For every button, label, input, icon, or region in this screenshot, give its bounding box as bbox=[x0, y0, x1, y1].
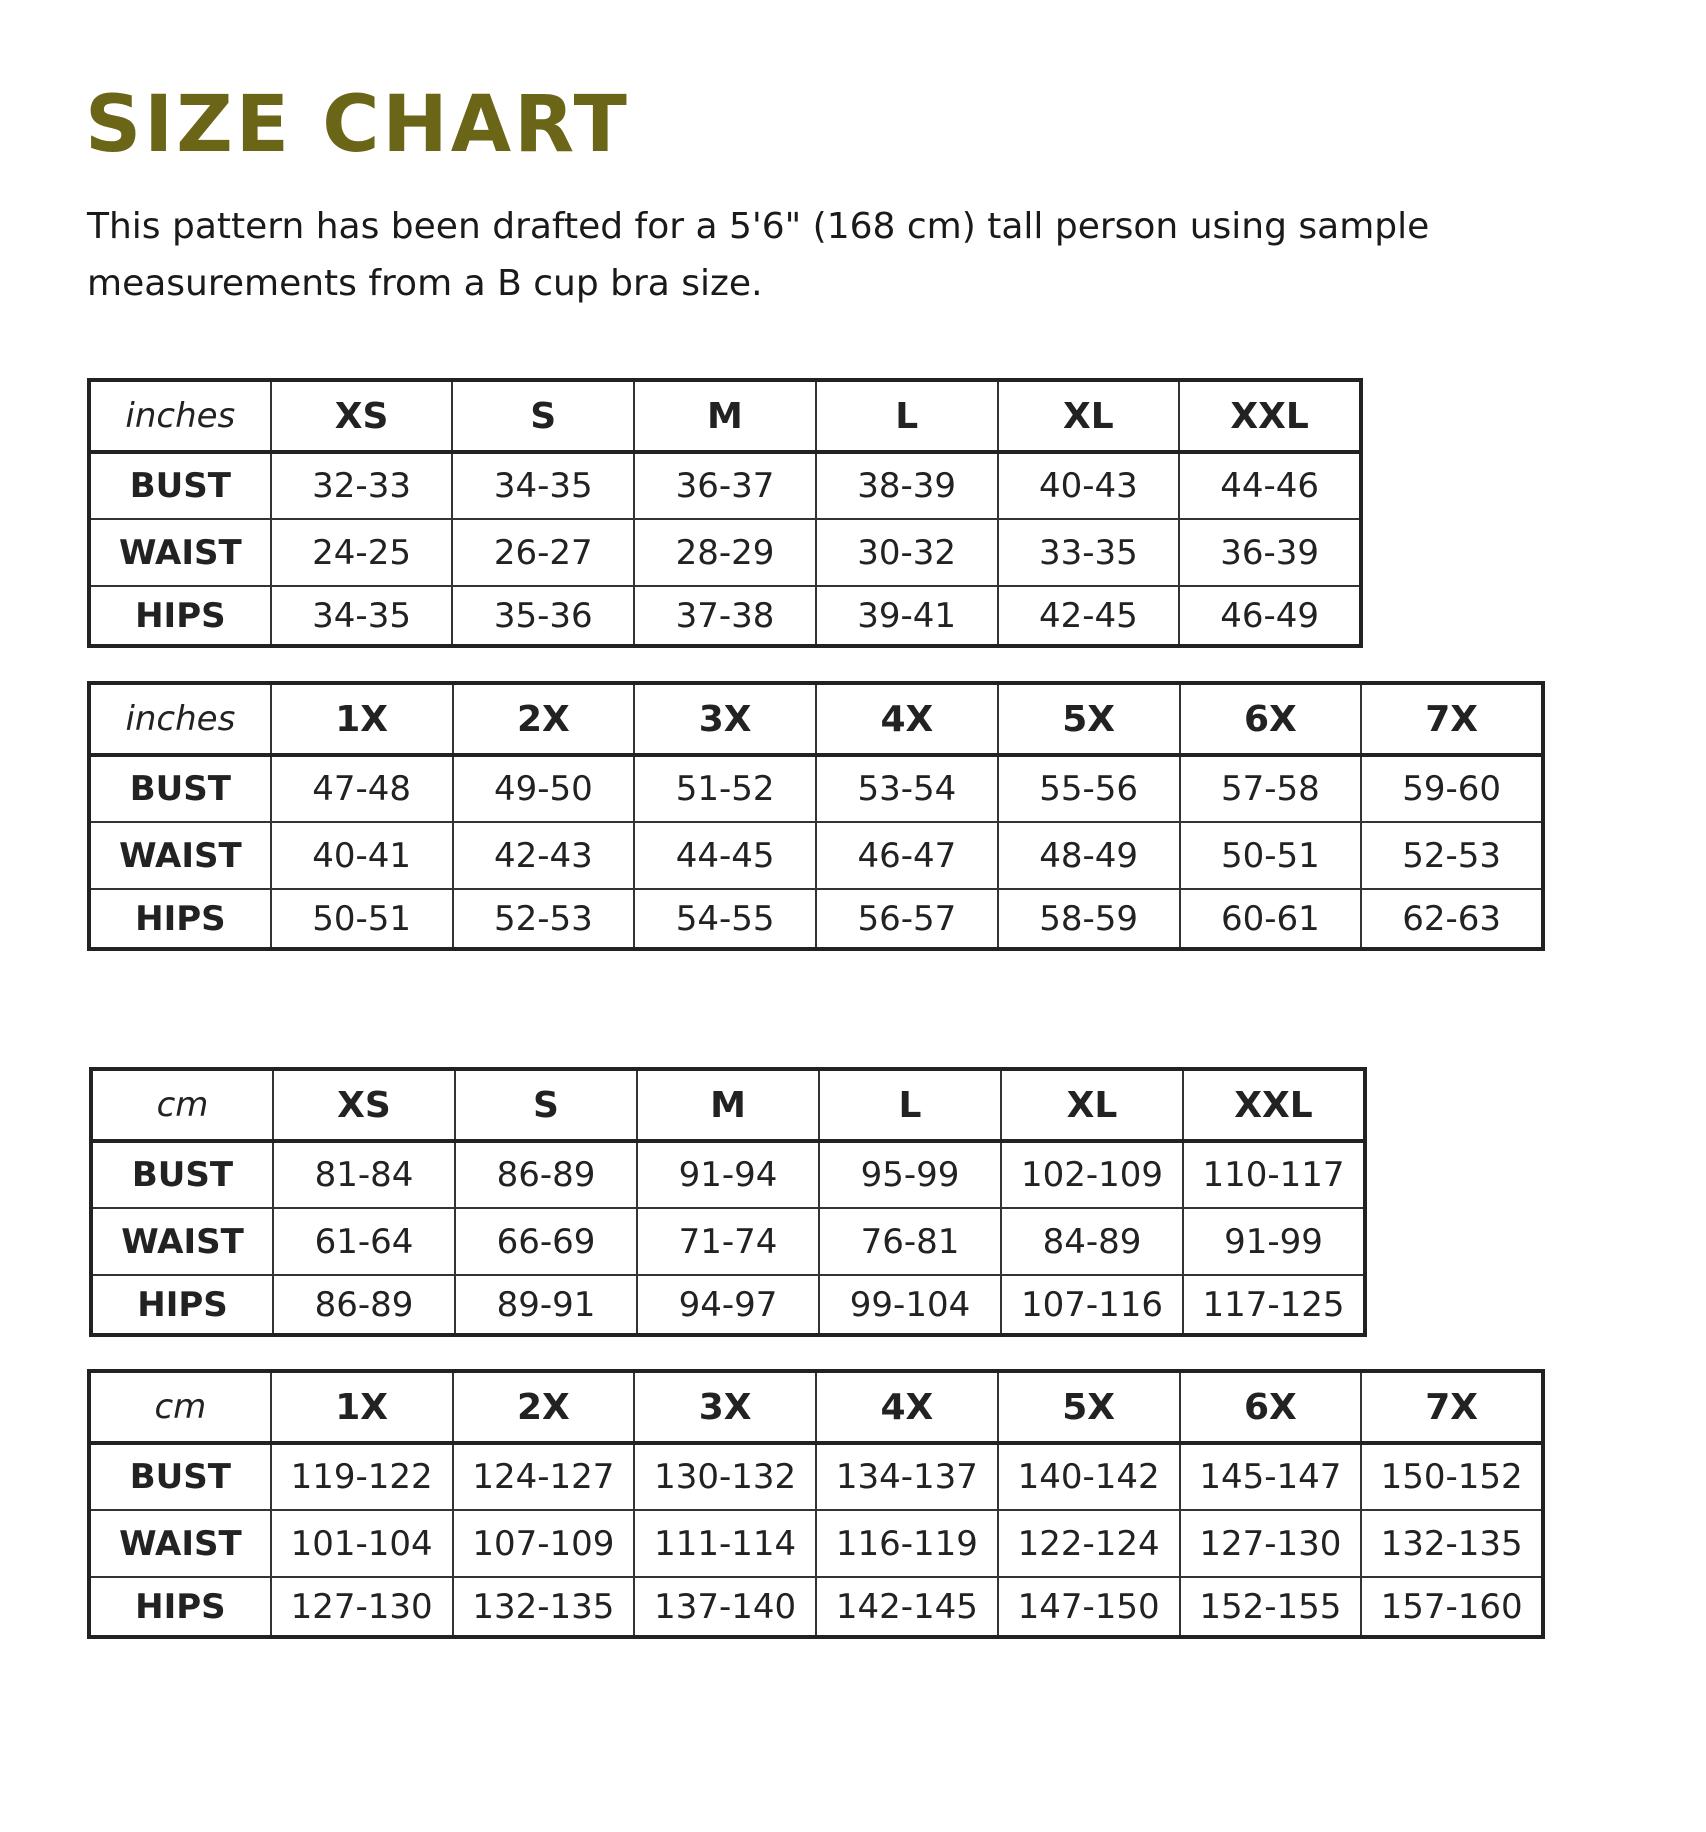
table-cell: 40-41 bbox=[271, 822, 453, 889]
table-cell: 57-58 bbox=[1180, 755, 1362, 822]
table-cell: 102-109 bbox=[1001, 1141, 1183, 1208]
size-header: XS bbox=[271, 380, 453, 452]
table-cell: 48-49 bbox=[998, 822, 1180, 889]
table-cell: 47-48 bbox=[271, 755, 453, 822]
unit-label: inches bbox=[89, 683, 271, 755]
measure-label: BUST bbox=[89, 452, 271, 519]
table-cell: 127-130 bbox=[271, 1577, 453, 1637]
table-cell: 119-122 bbox=[271, 1443, 453, 1510]
table-cell: 34-35 bbox=[271, 586, 453, 646]
table-cell: 33-35 bbox=[998, 519, 1180, 586]
table-cell: 35-36 bbox=[452, 586, 634, 646]
table-cell: 137-140 bbox=[634, 1577, 816, 1637]
table-cell: 124-127 bbox=[453, 1443, 635, 1510]
table-cell: 58-59 bbox=[998, 889, 1180, 949]
table-cell: 62-63 bbox=[1361, 889, 1543, 949]
size-header: XL bbox=[1001, 1069, 1183, 1141]
table-cell: 132-135 bbox=[453, 1577, 635, 1637]
table-cell: 81-84 bbox=[273, 1141, 455, 1208]
intro-text: This pattern has been drafted for a 5'6" (168 cm) tall person using sample measurements from a B cup bra size. bbox=[87, 206, 1430, 304]
table-cell: 42-45 bbox=[998, 586, 1180, 646]
size-table-inches-standard bbox=[87, 378, 1363, 648]
table-cell: 36-37 bbox=[634, 452, 816, 519]
table-cell: 127-130 bbox=[1180, 1510, 1362, 1577]
size-header: 2X bbox=[453, 683, 635, 755]
table-cell: 36-39 bbox=[1179, 519, 1361, 586]
table-cell: 26-27 bbox=[452, 519, 634, 586]
table-cell: 107-116 bbox=[1001, 1275, 1183, 1335]
size-header: 1X bbox=[271, 683, 453, 755]
table-cell: 37-38 bbox=[634, 586, 816, 646]
table-cell: 51-52 bbox=[634, 755, 816, 822]
table-cell: 50-51 bbox=[1180, 822, 1362, 889]
table-cell: 86-89 bbox=[273, 1275, 455, 1335]
measure-label: BUST bbox=[91, 1141, 273, 1208]
table-row bbox=[89, 755, 1543, 822]
size-header: S bbox=[452, 380, 634, 452]
size-header: 2X bbox=[453, 1371, 635, 1443]
table-row bbox=[89, 1443, 1543, 1510]
table-cell: 55-56 bbox=[998, 755, 1180, 822]
table-row bbox=[89, 452, 1361, 519]
size-header: 7X bbox=[1361, 1371, 1543, 1443]
table-header-row bbox=[89, 1371, 1543, 1443]
size-header: XL bbox=[998, 380, 1180, 452]
table-cell: 61-64 bbox=[273, 1208, 455, 1275]
table-cell: 32-33 bbox=[271, 452, 453, 519]
table-cell: 42-43 bbox=[453, 822, 635, 889]
table-cell: 76-81 bbox=[819, 1208, 1001, 1275]
table-cell: 130-132 bbox=[634, 1443, 816, 1510]
size-header: M bbox=[637, 1069, 819, 1141]
table-row bbox=[89, 889, 1543, 949]
table-cell: 94-97 bbox=[637, 1275, 819, 1335]
table-cell: 91-94 bbox=[637, 1141, 819, 1208]
size-header: 3X bbox=[634, 683, 816, 755]
size-header: 5X bbox=[998, 683, 1180, 755]
table-cell: 34-35 bbox=[452, 452, 634, 519]
table-cell: 54-55 bbox=[634, 889, 816, 949]
size-header: 6X bbox=[1180, 1371, 1362, 1443]
table-cell: 99-104 bbox=[819, 1275, 1001, 1335]
table-cell: 86-89 bbox=[455, 1141, 637, 1208]
table-cell: 56-57 bbox=[816, 889, 998, 949]
table-cell: 101-104 bbox=[271, 1510, 453, 1577]
table-cell: 89-91 bbox=[455, 1275, 637, 1335]
table-row bbox=[91, 1275, 1365, 1335]
measure-label: BUST bbox=[89, 755, 271, 822]
size-header: 5X bbox=[998, 1371, 1180, 1443]
table-cell: 142-145 bbox=[816, 1577, 998, 1637]
table-row bbox=[89, 519, 1361, 586]
table-cell: 122-124 bbox=[998, 1510, 1180, 1577]
size-header: 3X bbox=[634, 1371, 816, 1443]
table-cell: 111-114 bbox=[634, 1510, 816, 1577]
measure-label: WAIST bbox=[89, 1510, 271, 1577]
size-header: L bbox=[816, 380, 998, 452]
measure-label: WAIST bbox=[89, 822, 271, 889]
table-cell: 91-99 bbox=[1183, 1208, 1365, 1275]
measure-label: WAIST bbox=[89, 519, 271, 586]
table-cell: 145-147 bbox=[1180, 1443, 1362, 1510]
measure-label: HIPS bbox=[89, 1577, 271, 1637]
table-header-row bbox=[89, 380, 1361, 452]
measure-label: WAIST bbox=[91, 1208, 273, 1275]
size-header: M bbox=[634, 380, 816, 452]
table-cell: 107-109 bbox=[453, 1510, 635, 1577]
table-cell: 84-89 bbox=[1001, 1208, 1183, 1275]
table-cell: 117-125 bbox=[1183, 1275, 1365, 1335]
table-cell: 38-39 bbox=[816, 452, 998, 519]
table-cell: 52-53 bbox=[1361, 822, 1543, 889]
table-cell: 44-45 bbox=[634, 822, 816, 889]
page-title: SIZE CHART bbox=[85, 80, 630, 170]
table-header-row bbox=[89, 683, 1543, 755]
table-cell: 59-60 bbox=[1361, 755, 1543, 822]
size-header: 7X bbox=[1361, 683, 1543, 755]
size-header: S bbox=[455, 1069, 637, 1141]
measure-label: HIPS bbox=[89, 586, 271, 646]
table-header-row bbox=[91, 1069, 1365, 1141]
table-cell: 110-117 bbox=[1183, 1141, 1365, 1208]
table-cell: 116-119 bbox=[816, 1510, 998, 1577]
size-header: 4X bbox=[816, 1371, 998, 1443]
table-cell: 49-50 bbox=[453, 755, 635, 822]
size-table-inches-plus bbox=[87, 681, 1545, 951]
table-cell: 150-152 bbox=[1361, 1443, 1543, 1510]
table-row bbox=[89, 1510, 1543, 1577]
table-row bbox=[91, 1141, 1365, 1208]
table-cell: 60-61 bbox=[1180, 889, 1362, 949]
size-header: XS bbox=[273, 1069, 455, 1141]
table-cell: 40-43 bbox=[998, 452, 1180, 519]
measure-label: BUST bbox=[89, 1443, 271, 1510]
size-table-cm-plus bbox=[87, 1369, 1545, 1639]
table-cell: 52-53 bbox=[453, 889, 635, 949]
table-cell: 53-54 bbox=[816, 755, 998, 822]
table-row bbox=[89, 822, 1543, 889]
table-cell: 30-32 bbox=[816, 519, 998, 586]
size-header: XXL bbox=[1179, 380, 1361, 452]
size-header: XXL bbox=[1183, 1069, 1365, 1141]
size-table-cm-standard bbox=[89, 1067, 1367, 1337]
table-cell: 134-137 bbox=[816, 1443, 998, 1510]
measure-label: HIPS bbox=[91, 1275, 273, 1335]
table-cell: 46-49 bbox=[1179, 586, 1361, 646]
table-cell: 132-135 bbox=[1361, 1510, 1543, 1577]
table-cell: 71-74 bbox=[637, 1208, 819, 1275]
table-row bbox=[91, 1208, 1365, 1275]
measure-label: HIPS bbox=[89, 889, 271, 949]
table-cell: 44-46 bbox=[1179, 452, 1361, 519]
table-row bbox=[89, 1577, 1543, 1637]
table-cell: 39-41 bbox=[816, 586, 998, 646]
table-cell: 24-25 bbox=[271, 519, 453, 586]
table-cell: 147-150 bbox=[998, 1577, 1180, 1637]
unit-label: cm bbox=[91, 1069, 273, 1141]
table-row bbox=[89, 586, 1361, 646]
table-cell: 152-155 bbox=[1180, 1577, 1362, 1637]
table-cell: 95-99 bbox=[819, 1141, 1001, 1208]
table-cell: 50-51 bbox=[271, 889, 453, 949]
table-cell: 157-160 bbox=[1361, 1577, 1543, 1637]
size-header: 6X bbox=[1180, 683, 1362, 755]
unit-label: inches bbox=[89, 380, 271, 452]
size-header: 1X bbox=[271, 1371, 453, 1443]
table-cell: 66-69 bbox=[455, 1208, 637, 1275]
size-header: 4X bbox=[816, 683, 998, 755]
table-cell: 140-142 bbox=[998, 1443, 1180, 1510]
table-cell: 46-47 bbox=[816, 822, 998, 889]
size-header: L bbox=[819, 1069, 1001, 1141]
unit-label: cm bbox=[89, 1371, 271, 1443]
table-cell: 28-29 bbox=[634, 519, 816, 586]
